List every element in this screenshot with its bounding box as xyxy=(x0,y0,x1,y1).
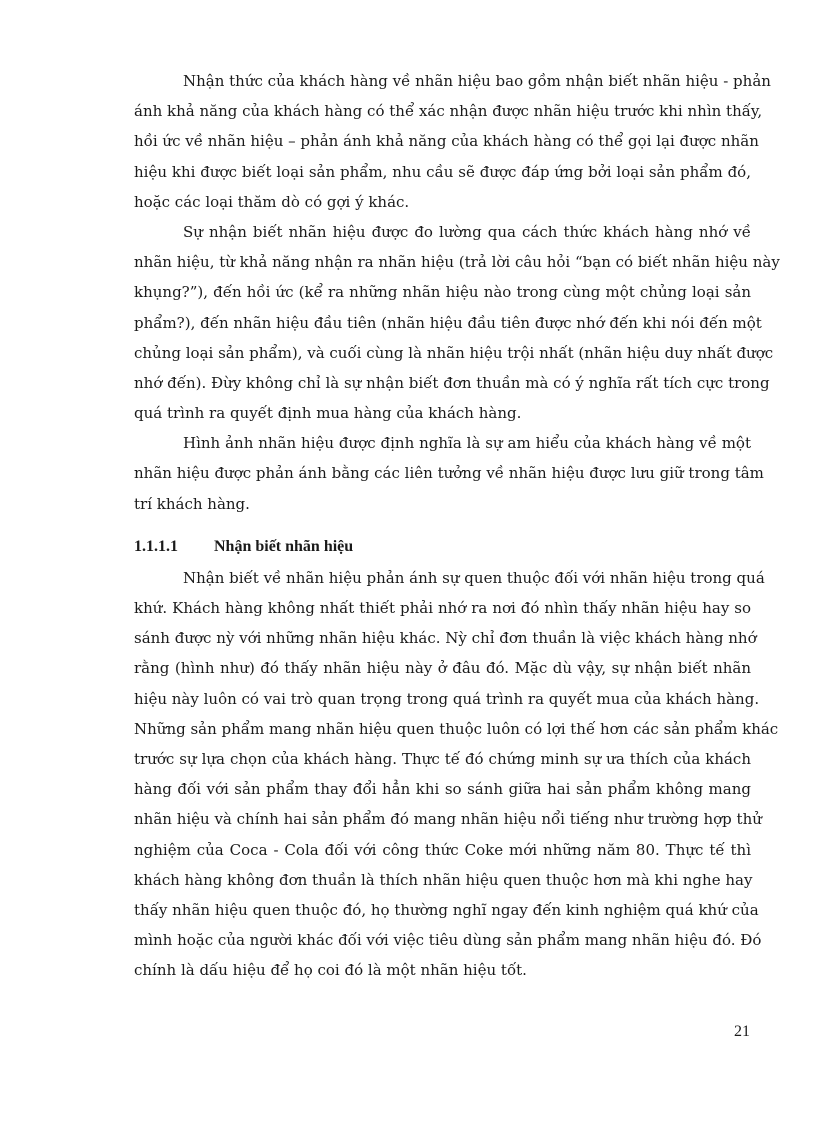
text-line: chủng loại sản phẩm), và cuối cùng là nhãn hiệu trội nhất (nhãn hiệu duy nhất được xyxy=(134,343,774,362)
paragraph-brand-image xyxy=(134,428,764,519)
text-line: Hình ảnh nhãn hiệu được định nghĩa là sự am hiểu của khách hàng về một xyxy=(183,434,751,453)
section-title: Nhận biết nhãn hiệu xyxy=(214,537,354,555)
paragraph-recognition xyxy=(134,563,779,986)
text-line: khứ. Khách hàng không nhất thiết phải nhớ ra nơi đó nhìn thấy nhãn hiệu hay so xyxy=(134,599,751,617)
text-line: Sự nhận biết nhãn hiệu được đo lường qua cách thức khách hàng nhớ về xyxy=(183,222,751,241)
page-number: 21 xyxy=(734,1023,750,1040)
text-line: chính là dấu hiệu để họ coi đó là một nhãn hiệu tốt. xyxy=(134,961,527,980)
text-line: quá trình ra quyết định mua hàng của khách hàng. xyxy=(134,404,522,423)
text-line: hiệu khi được biết loại sản phẩm, nhu cầu sẽ được đáp ứng bởi loại sản phẩm đó, xyxy=(134,162,751,181)
text-line: khụng?”), đến hồi ức (kể ra những nhãn hiệu nào trong cùng một chủng loại sản xyxy=(134,283,751,302)
paragraph-awareness xyxy=(134,66,771,217)
section-heading xyxy=(134,531,751,563)
text-line: hiệu này luôn có vai trò quan trọng trong quá trình ra quyết mua của khách hàng. xyxy=(134,689,760,708)
text-line: nghiệm của Coca - Cola đối với công thức Coke mới những năm 80. Thực tế thì xyxy=(134,840,751,859)
section-number: 1.1.1.1 xyxy=(134,537,178,555)
text-line: trí khách hàng. xyxy=(134,494,250,513)
text-line: nhớ đến). Đừy không chỉ là sự nhận biết đơn thuần mà có ý nghĩa rất tích cực trong xyxy=(134,373,770,392)
text-line: nhãn hiệu được phản ánh bằng các liên tưởng về nhãn hiệu được lưu giữ trong tâm xyxy=(134,464,764,483)
text-line: Những sản phẩm mang nhãn hiệu quen thuộc luôn có lợi thế hơn các sản phẩm khác xyxy=(134,719,779,738)
text-line: hoặc các loại thăm dò có gợi ý khác. xyxy=(134,192,410,211)
text-line: khách hàng không đơn thuần là thích nhãn hiệu quen thuộc hơn mà khi nghe hay xyxy=(134,870,753,889)
text-line: Nhận biết về nhãn hiệu phản ánh sự quen thuộc đối với nhãn hiệu trong quá xyxy=(183,568,765,587)
text-line: rằng (hình như) đó thấy nhãn hiệu này ở đâu đó. Mặc dù vậy, sự nhận biết nhãn xyxy=(134,659,751,678)
text-line: phẩm?), đến nhãn hiệu đầu tiên (nhãn hiệu đầu tiên được nhớ đến khi nói đến một xyxy=(134,313,762,332)
text-line: nhãn hiệu và chính hai sản phẩm đó mang nhãn hiệu nổi tiếng như trường hợp thử xyxy=(134,810,762,829)
text-line: trước sự lựa chọn của khách hàng. Thực tế đó chứng minh sự ưa thích của khách xyxy=(134,749,751,768)
text-line: Nhận thức của khách hàng về nhãn hiệu bao gồm nhận biết nhãn hiệu - phản xyxy=(183,72,771,90)
text-line: hồi ức về nhãn hiệu – phản ánh khả năng của khách hàng có thể gọi lại được nhãn xyxy=(134,132,759,151)
text-line: ánh khả năng của khách hàng có thể xác nhận được nhãn hiệu trước khi nhìn thấy, xyxy=(134,102,763,121)
text-line: mình hoặc của người khác đối với việc tiêu dùng sản phẩm mang nhãn hiệu đó. Đó xyxy=(134,931,762,950)
text-line: nhãn hiệu, từ khả năng nhận ra nhãn hiệu (trả lời câu hỏi “bạn có biết nhãn hiệu này xyxy=(134,253,780,272)
document-body xyxy=(134,66,780,985)
paragraph-measurement xyxy=(134,217,780,428)
text-line: sánh được nỳ với những nhãn hiệu khác. Nỳ chỉ đơn thuần là việc khách hàng nhớ xyxy=(134,629,757,648)
text-line: hàng đối với sản phẩm thay đổi hẳn khi so sánh giữa hai sản phẩm không mang xyxy=(134,780,751,799)
text-line: thấy nhãn hiệu quen thuộc đó, họ thường nghĩ ngay đến kinh nghiệm quá khứ của xyxy=(134,900,759,919)
